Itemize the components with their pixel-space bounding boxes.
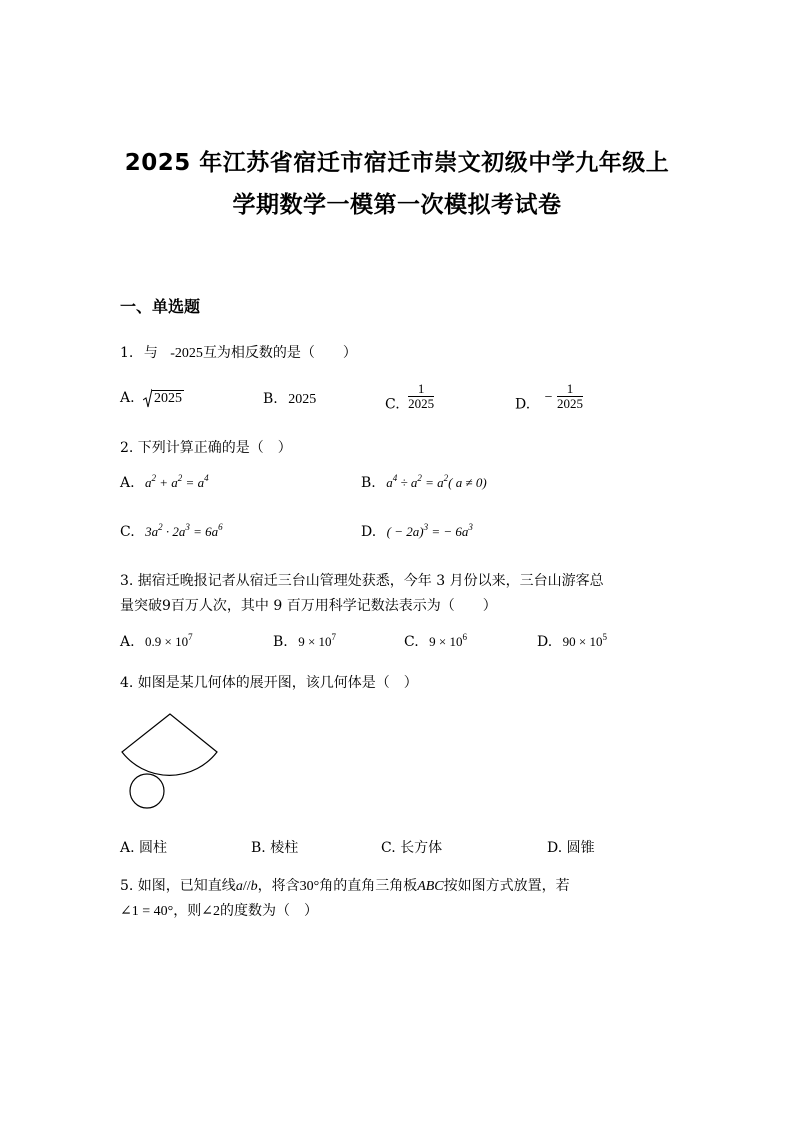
q3-option-a[interactable] <box>120 634 193 650</box>
question-3-line-1: 3. 据宿迁晚报记者从宿迁三台山管理处获悉，今年 3 月份以来，三台山游客总 <box>120 573 604 589</box>
q1-option-d-fraction <box>557 382 583 411</box>
q1-option-d-sign: − <box>544 389 553 405</box>
q5-text-1: 5. 如图，已知直线 <box>120 878 236 894</box>
q1-option-b[interactable] <box>263 391 316 408</box>
q4-option-b[interactable]: B. 棱柱 <box>251 840 299 856</box>
q5-parallel-sign: // <box>242 879 251 894</box>
radical-sign-icon <box>143 388 152 408</box>
q3-option-c[interactable] <box>404 634 467 650</box>
question-1 <box>120 342 357 362</box>
q3-option-a-label: A. <box>120 634 135 650</box>
question-2: 2. 下列计算正确的是（ ） <box>120 440 292 456</box>
page-title-line-2: 学期数学一模第一次模拟考试卷 <box>232 192 562 218</box>
q5-angle-1: ∠1 = 40° <box>120 904 174 919</box>
fraction-denominator: 2025 <box>557 396 583 411</box>
sqrt-radicand: 2025 <box>154 391 183 406</box>
question-5-line-1 <box>120 875 570 895</box>
q2-option-b-expression: $a^4 \div a^2 = a^2$( a ≠ 0) <box>386 473 487 490</box>
q5-text-2: ，将含 <box>257 878 300 894</box>
q1-option-d[interactable] <box>515 382 583 413</box>
q2-option-a-expression: $a^2 + a^2 = a^4$ <box>145 473 209 490</box>
question-4: 4. 如图是某几何体的展开图，该几何体是（ ） <box>120 675 418 691</box>
q5-text-5: ，则 <box>173 903 202 919</box>
q2-option-d-label: D. <box>361 524 377 540</box>
q1-option-a-label: A. <box>120 390 135 406</box>
fraction-numerator: 1 <box>408 382 434 397</box>
q3-option-c-exponent: 6 <box>462 632 467 642</box>
q3-option-b-label: B. <box>273 634 288 650</box>
q4-option-a[interactable]: A. 圆柱 <box>120 840 168 856</box>
question-3-line-2: 量突破9百万人次，其中 9 百万用科学记数法表示为（ ） <box>120 598 497 614</box>
q1-number: 1. <box>120 345 134 361</box>
q2-option-b-label: B. <box>361 475 376 491</box>
q2-option-c-label: C. <box>120 524 135 540</box>
q3-option-a-mantissa: 0.9 × 10 <box>145 634 189 649</box>
q1-option-a[interactable] <box>120 388 184 408</box>
q4-option-d[interactable]: D. 圆锥 <box>547 840 595 856</box>
q3-option-b-mantissa: 9 × 10 <box>298 634 332 649</box>
q1-option-d-label: D. <box>515 396 531 413</box>
fraction-denominator: 2025 <box>408 396 435 411</box>
q5-angle-2: ∠2 <box>201 904 220 919</box>
q2-option-d[interactable] <box>361 524 473 540</box>
q2-option-b[interactable] <box>361 475 487 491</box>
q5-angle-30: 30° <box>299 879 320 894</box>
q1-option-c[interactable] <box>385 382 434 413</box>
q3-option-b[interactable] <box>273 634 336 650</box>
q5-text-6: 的度数为（ ） <box>219 903 318 919</box>
q1-pre: 与 <box>143 345 158 361</box>
q1-option-c-label: C. <box>385 396 400 413</box>
page-title-line-1: 2025 年江苏省宿迁市宿迁市崇文初级中学九年级上 <box>124 150 670 176</box>
q2-option-a-label: A. <box>120 475 135 491</box>
q1-option-c-fraction <box>408 382 434 411</box>
q3-option-d[interactable] <box>537 634 607 650</box>
q3-option-d-label: D. <box>537 634 553 650</box>
q3-option-d-mantissa: 90 × 10 <box>562 634 603 649</box>
sector-shape <box>122 714 217 775</box>
q4-option-c[interactable]: C. 长方体 <box>381 840 443 856</box>
sqrt-expression <box>143 388 184 408</box>
fraction-numerator: 1 <box>557 382 583 397</box>
question-5-line-2 <box>120 900 318 920</box>
q1-option-b-value: 2025 <box>288 392 317 407</box>
q5-triangle-abc: ABC <box>417 879 444 894</box>
q3-option-b-exponent: 7 <box>331 632 337 642</box>
q2-option-c-expression: $3a^2 \cdot 2a^3 = 6a^6$ <box>145 522 223 539</box>
q5-text-3: 角的直角三角板 <box>319 878 418 894</box>
q3-option-c-label: C. <box>404 634 419 650</box>
q1-expression: -2025 <box>170 346 203 361</box>
q1-post: 互为相反数的是（ ） <box>202 345 357 361</box>
section-heading: 一、单选题 <box>120 297 201 316</box>
q1-option-b-label: B. <box>263 391 278 407</box>
q2-option-c[interactable] <box>120 524 223 540</box>
q3-option-a-exponent: 7 <box>188 632 193 642</box>
q3-option-d-exponent: 5 <box>602 632 607 642</box>
q2-option-a[interactable] <box>120 475 209 491</box>
base-circle-shape <box>130 774 164 808</box>
q3-option-c-mantissa: 9 × 10 <box>429 634 463 649</box>
q5-line-a: a <box>235 879 243 894</box>
q2-option-d-expression: ( − 2a)$^3$ = − $6a^3$ <box>386 522 473 539</box>
q5-text-4: 按如图方式放置，若 <box>443 878 570 894</box>
q5-line-b: b <box>250 879 258 894</box>
cone-net-figure <box>116 712 226 812</box>
